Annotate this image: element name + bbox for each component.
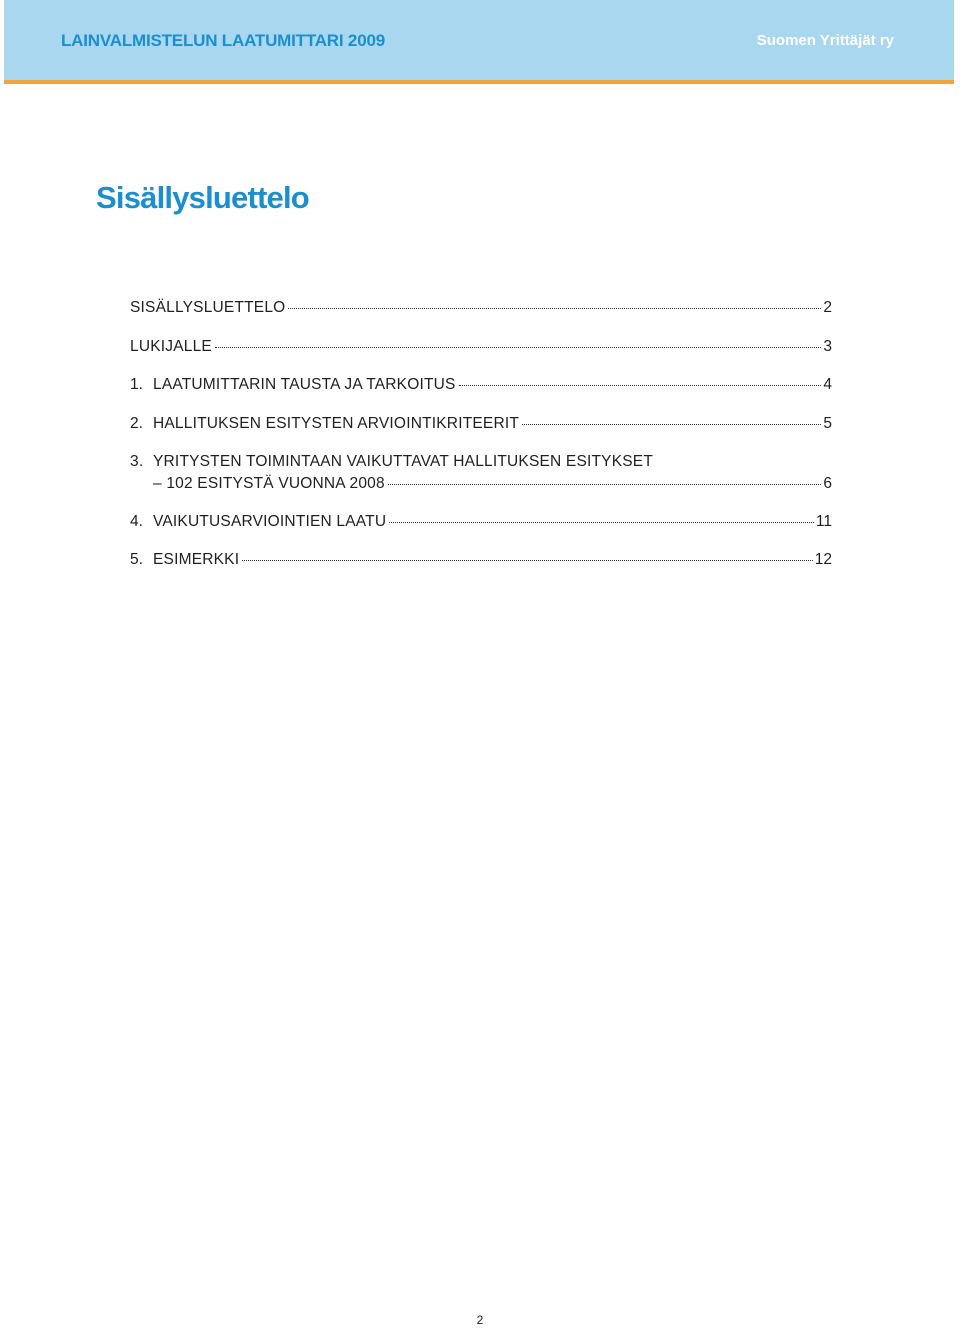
running-header-title: LAINVALMISTELUN LAATUMITTARI 2009 bbox=[61, 31, 385, 50]
toc-entry[interactable] bbox=[130, 413, 832, 435]
page-title: Sisällysluettelo bbox=[96, 180, 309, 215]
toc-entry-page: 3 bbox=[823, 338, 832, 355]
toc-dot-leader bbox=[389, 508, 814, 523]
toc-entry-title: ESIMERKKI bbox=[153, 551, 240, 568]
toc-entry-title: LUKIJALLE bbox=[130, 338, 212, 355]
toc-entry-number: 2. bbox=[130, 415, 143, 432]
toc-dot-leader bbox=[288, 294, 821, 309]
toc-entry-title: VAIKUTUSARVIOINTIEN LAATU bbox=[153, 513, 387, 530]
toc-entry[interactable] bbox=[130, 336, 832, 358]
toc-entry-page: 4 bbox=[823, 376, 832, 393]
toc-dot-leader bbox=[459, 371, 822, 386]
toc-entry-number: 5. bbox=[130, 551, 143, 568]
toc-dot-leader bbox=[522, 410, 821, 425]
toc-entry-page: 2 bbox=[823, 299, 832, 316]
toc-entry-page: 12 bbox=[814, 551, 832, 568]
toc-entry[interactable] bbox=[130, 511, 832, 533]
toc-entry-subtitle: – 102 ESITYSTÄ VUONNA 2008 bbox=[153, 475, 385, 492]
page-number: 2 bbox=[476, 1313, 484, 1327]
header-accent-stripe bbox=[4, 80, 954, 84]
toc-entry[interactable] bbox=[130, 549, 832, 571]
toc-entry-title: HALLITUKSEN ESITYSTEN ARVIOINTIKRITEERIT bbox=[153, 415, 520, 432]
toc-dot-leader bbox=[242, 546, 813, 561]
toc-entry-page: 6 bbox=[823, 475, 832, 492]
toc-entry-title: LAATUMITTARIN TAUSTA JA TARKOITUS bbox=[153, 376, 456, 393]
toc-entry-number: 4. bbox=[130, 513, 143, 530]
toc-entry-title: YRITYSTEN TOIMINTAAN VAIKUTTAVAT HALLITUKSEN ESITYKSET bbox=[153, 453, 654, 470]
toc-entry-page: 5 bbox=[823, 415, 832, 432]
running-header-organization: Suomen Yrittäjät ry bbox=[756, 32, 894, 49]
toc-entry-number: 3. bbox=[130, 453, 144, 470]
toc-entry[interactable] bbox=[130, 374, 832, 396]
toc-dot-leader bbox=[388, 470, 822, 485]
toc-dot-leader bbox=[215, 333, 821, 348]
toc-entry-first-line bbox=[130, 453, 653, 471]
toc-entry[interactable] bbox=[130, 297, 832, 319]
toc-entry-title: SISÄLLYSLUETTELO bbox=[130, 299, 286, 316]
toc-entry-number: 1. bbox=[130, 376, 143, 393]
toc-entry-second-line bbox=[130, 473, 832, 495]
toc-entry-page: 11 bbox=[815, 513, 832, 530]
